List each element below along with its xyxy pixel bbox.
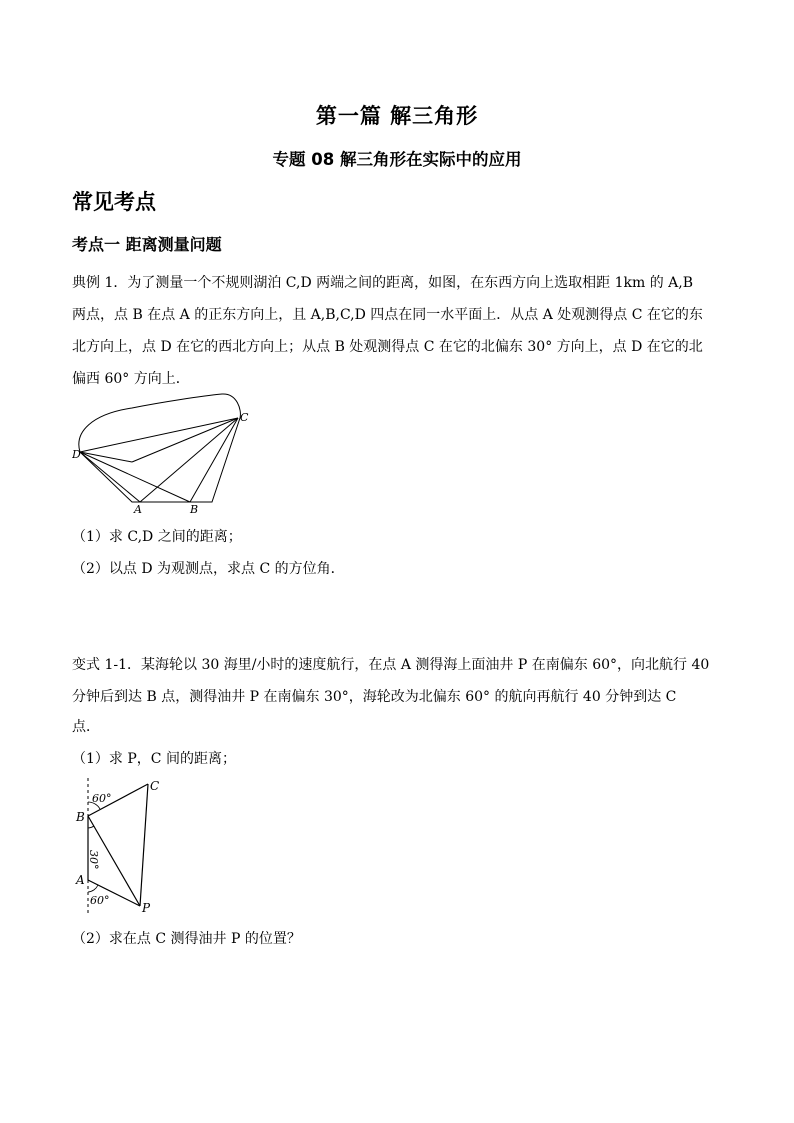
label-p: P: [142, 901, 151, 915]
label-b: B: [76, 810, 85, 824]
label-c: C: [150, 779, 160, 793]
label-a: A: [134, 503, 142, 514]
variant1-line-1: 变式 1-1．某海轮以 30 海里/小时的速度航行，在点 A 测得海上面油井 P 在南偏东 60°，向北航行 40: [72, 657, 710, 673]
variant1-line-3: 点．: [72, 719, 100, 735]
example1-line-3: 北方向上，点 D 在它的西北方向上；从点 B 处观测得点 C 在它的北偏东 30° 方向上，点 D 在它的北: [72, 339, 703, 355]
segment-ac: [140, 418, 238, 502]
page-title: 第一篇 解三角形: [315, 104, 479, 128]
lake-diagram: [72, 392, 262, 514]
label-d: D: [72, 448, 81, 461]
example1-question-1: （1）求 C,D 之间的距离；: [72, 529, 242, 545]
example1-line-4: 偏西 60° 方向上．: [72, 371, 190, 387]
segment-mid-d: [80, 452, 132, 462]
angle-label-middle: 30°: [87, 850, 100, 870]
variant1-question-1: （1）求 P，C 间的距离；: [72, 751, 236, 767]
label-c: C: [240, 411, 249, 424]
section-heading: 常见考点: [72, 190, 156, 214]
example1-question-2: （2）以点 D 为观测点，求点 C 的方位角．: [72, 561, 345, 577]
segment-mid: [132, 418, 238, 462]
angle-label-top: 60°: [92, 792, 112, 805]
page-subtitle: 专题 08 解三角形在实际中的应用: [272, 150, 522, 169]
segment-bc: [190, 418, 238, 502]
segment-db: [80, 452, 190, 502]
segment-dc: [80, 418, 238, 452]
angle-arc-middle: [88, 826, 94, 828]
example1-line-2: 两点，点 B 在点 A 的正东方向上，且 A,B,C,D 四点在同一水平面上．从点 A 处观测得点 C 在它的东: [72, 307, 703, 323]
example1-line-1: 典例 1．为了测量一个不规则湖泊 C,D 两端之间的距离，如图，在东西方向上选取相距 1km 的 A,B: [72, 275, 694, 291]
angle-arc-bottom: [88, 885, 98, 892]
label-b: B: [190, 503, 199, 514]
label-a: A: [76, 873, 85, 887]
angle-label-bottom: 60°: [90, 894, 110, 907]
subsection-heading: 考点一 距离测量问题: [72, 235, 222, 254]
segment-da: [80, 452, 140, 502]
segment-cp: [140, 784, 148, 906]
variant1-question-2: （2）求在点 C 测得油井 P 的位置？: [72, 931, 301, 947]
navigation-diagram: [72, 776, 182, 916]
variant1-line-2: 分钟后到达 B 点，测得油井 P 在南偏东 30°，海轮改为北偏东 60° 的航向再航行 40 分钟到达 C: [72, 689, 677, 705]
